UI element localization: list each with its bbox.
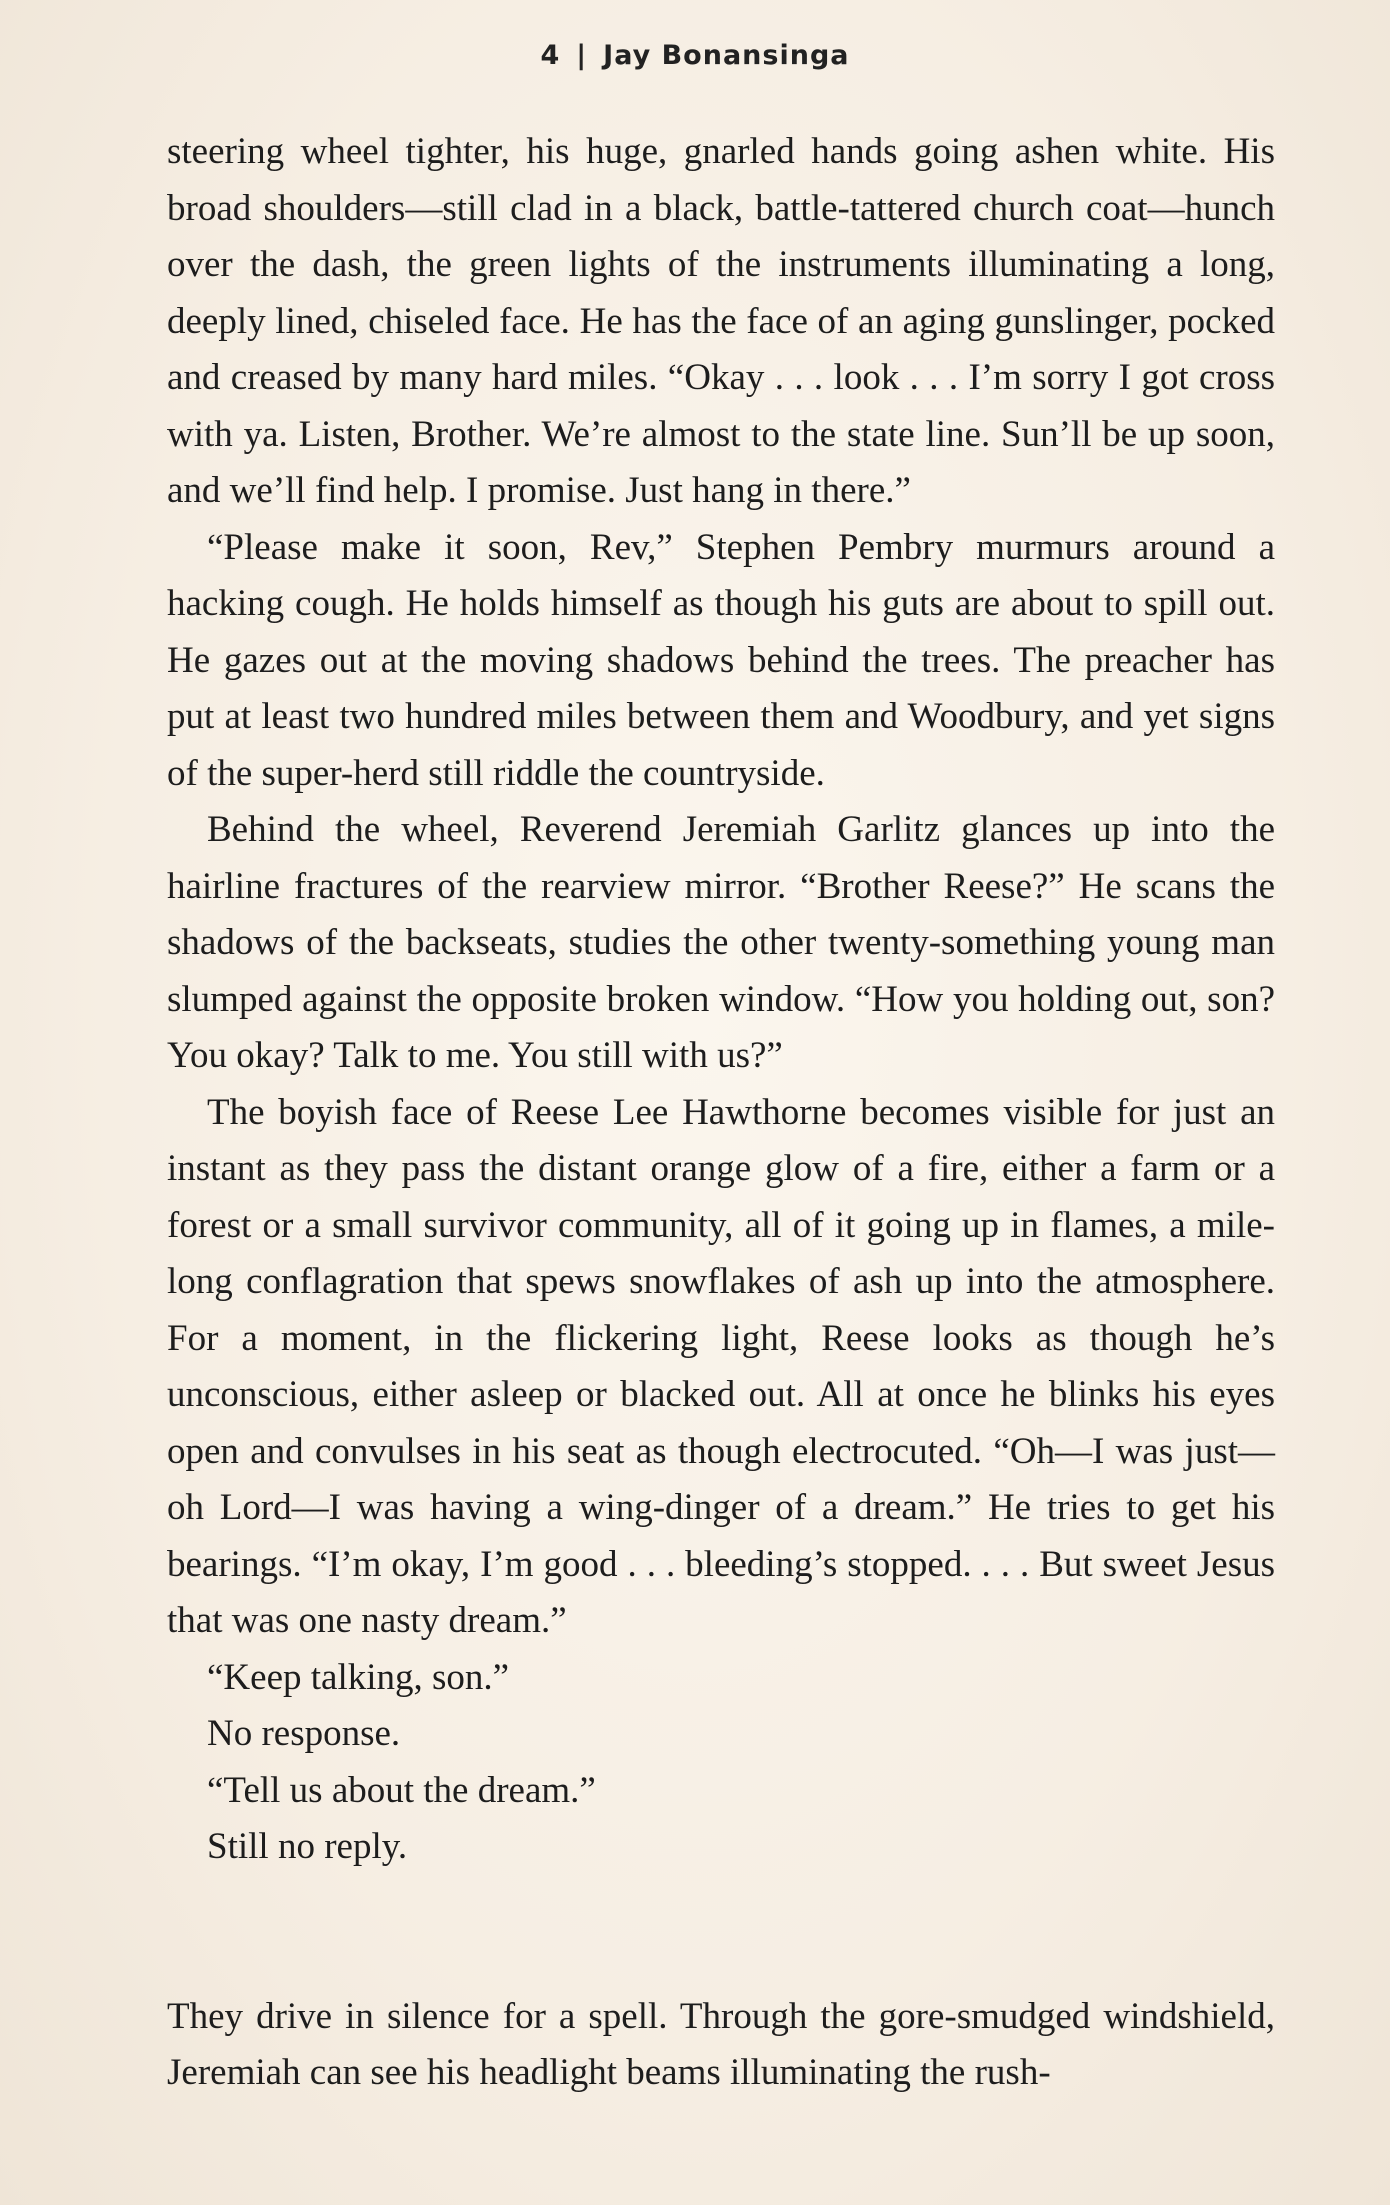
paragraph: The boyish face of Reese Lee Hawthorne becomes visible for just an instant as they pass the distant orange glow of a fire, either a farm or a forest or a small survivor community, all of it going up in flames, a mile-long conflagration that spews snowflakes of ash up into the atmosphere. For a moment, in the flickering light, Reese looks as though he’s unconscious, either asleep or blacked out. All at once he blinks his eyes open and convulses in his seat as though electrocuted. “Oh—I was just—oh Lord—I was having a wing-dinger of a dream.” He tries to get his bearings. “I’m okay, I’m good . . . bleeding’s stopped. . . . But sweet Jesus that was one nasty dream.”	[167, 1091, 1275, 1641]
body-text	[167, 124, 1275, 2102]
scene-break	[167, 1876, 1275, 1989]
dialogue-line: “Keep talking, son.”	[207, 1656, 510, 1698]
author-name: Jay Bonansinga	[603, 40, 850, 71]
paragraph: Behind the wheel, Reverend Jeremiah Garlitz glances up into the hairline fractures of the rearview mirror. “Brother Reese?” He scans the shadows of the backseats, studies the other twenty-something young man slumped against the opposite broken window. “How you holding out, son? You okay? Talk to me. You still with us?”	[167, 809, 1275, 1076]
running-head	[0, 40, 1390, 71]
paragraph: No response.	[207, 1713, 401, 1754]
page-number: 4	[540, 40, 561, 71]
paragraph: “Please make it soon, Rev,” Stephen Pembry murmurs around a hacking cough. He holds himself as though his guts are about to spill out. He gazes out at the moving shadows behind the trees. The preacher has put at least two hundred miles between them and Woodbury, and yet signs of the super-herd still riddle the countryside.	[167, 526, 1275, 794]
dialogue-line: “Tell us about the dream.”	[207, 1769, 596, 1811]
paragraph: steering wheel tighter, his huge, gnarled hands going ashen white. His broad shoulders—still clad in a black, battle-tattered church coat—hunch over the dash, the green lights of the instruments illuminating a long, deeply lined, chiseled face. He has the face of an aging gunslinger, pocked and creased by many hard miles. “Okay . . . look . . . I’m sorry I got cross with ya. Listen, Brother. We’re almost to the state line. Sun’ll be up soon, and we’ll find help. I promise. Just hang in there.”	[167, 131, 1275, 511]
paragraph: Still no reply.	[207, 1826, 408, 1867]
header-separator: |	[576, 40, 588, 71]
paragraph: They drive in silence for a spell. Through the gore-smudged windshield, Jeremiah can see his headlight beams illuminating the rush-	[167, 1995, 1275, 2093]
